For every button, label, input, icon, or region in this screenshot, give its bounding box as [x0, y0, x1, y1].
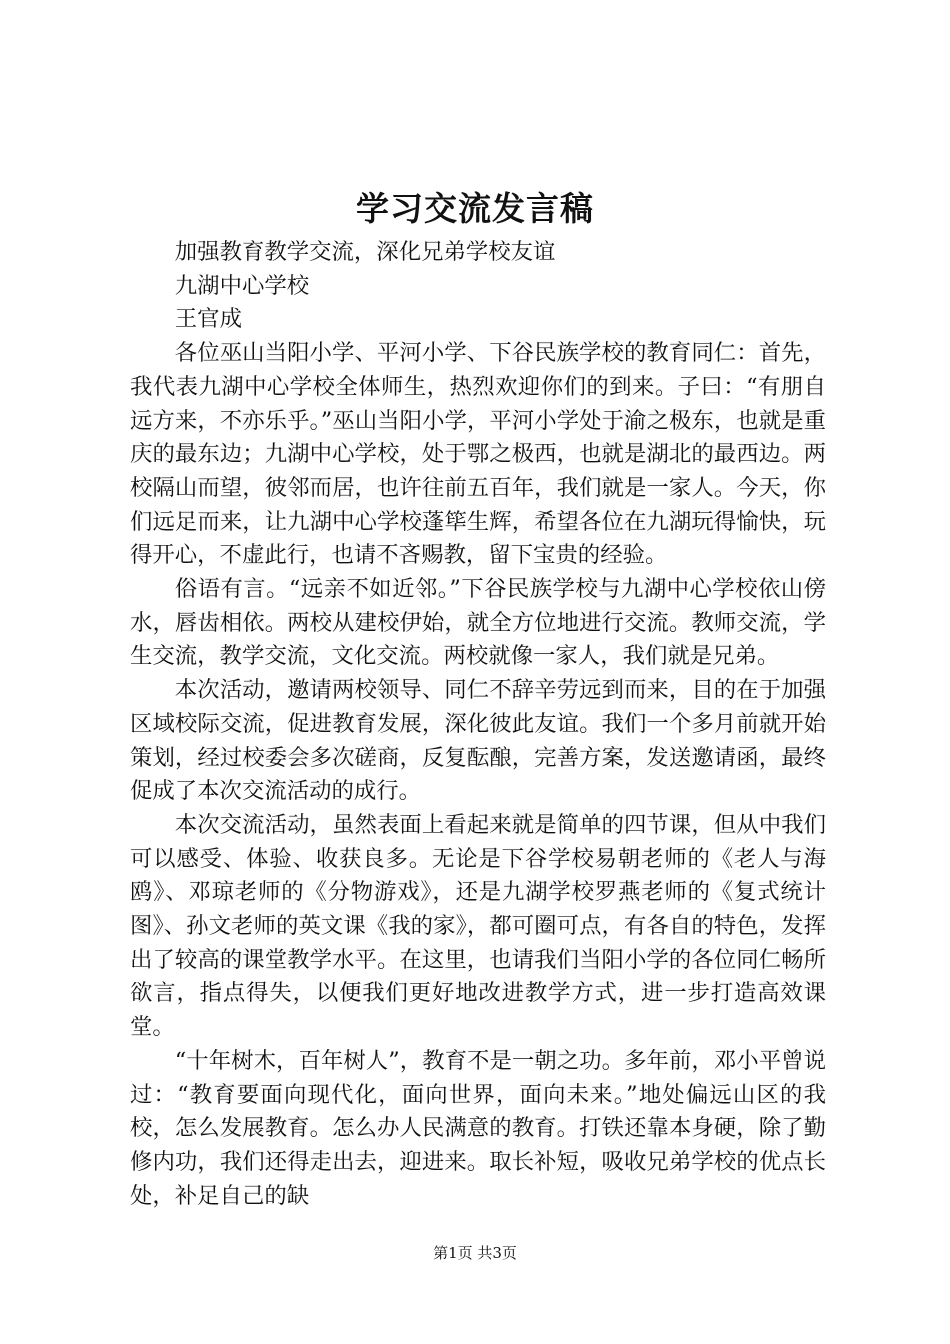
document-subtitle: 加强教育教学交流，深化兄弟学校友谊 [174, 239, 556, 265]
paragraph: 各位巫山当阳小学、平河小学、下谷民族学校的教育同仁：首先，我代表九湖中心学校全体师生，热烈欢迎你们的到来。子曰：“有朋自远方来，不亦乐乎。”巫山当阳小学，平河小学处于渝之极东，也就是重庆的最东边；九湖中心学校，处于鄂之极西，也就是湖北的最西边。两校隔山而望，彼邻而居，也许往前五百年，我们就是一家人。今天，你们远足而来，让九湖中心学校蓬筚生辉，希望各位在九湖玩得愉快，玩得开心，不虚此行，也请不吝赐教，留下宝贵的经验。 [130, 340, 826, 569]
paragraph: 本次活动，邀请两校领导、同仁不辞辛劳远到而来，目的在于加强区域校际交流，促进教育发展，深化彼此友谊。我们一个多月前就开始策划，经过校委会多次磋商，反复酝酿，完善方案，发送邀请函，最终促成了本次交流活动的成行。 [130, 677, 826, 805]
paragraph: “十年树木，百年树人”，教育不是一朝之功。多年前，邓小平曾说过：“教育要面向现代化，面向世界，面向未来。”地处偏远山区的我校，怎么发展教育。怎么办人民满意的教育。打铁还靠本身硬，除了勤修内功，我们还得走出去，迎进来。取长补短，吸收兄弟学校的优点长处，补足自己的缺 [130, 1047, 826, 1209]
author-name: 王官成 [174, 306, 242, 333]
document-title: 学习交流发言稿 [356, 189, 594, 228]
page-number-footer: 第1页 共3页 [433, 1244, 517, 1262]
school-name: 九湖中心学校 [174, 272, 310, 299]
paragraph: 本次交流活动，虽然表面上看起来就是简单的四节课，但从中我们可以感受、体验、收获良多。无论是下谷学校易朝老师的《老人与海鸥》、邓琼老师的《分物游戏》，还是九湖学校罗燕老师的《复式统计图》、孙文老师的英文课《我的家》，都可圈可点，有各自的特色，发挥出了较高的课堂教学水平。在这里，也请我们当阳小学的各位同仁畅所欲言，指点得失，以便我们更好地改进教学方式，进一步打造高效课堂。 [130, 811, 826, 1041]
paragraph: 俗语有言。“远亲不如近邻。”下谷民族学校与九湖中心学校依山傍水，唇齿相依。两校从建校伊始，就全方位地进行交流。教师交流，学生交流，教学交流，文化交流。两校就像一家人，我们就是兄弟。 [130, 576, 826, 670]
document-body [130, 236, 826, 1213]
